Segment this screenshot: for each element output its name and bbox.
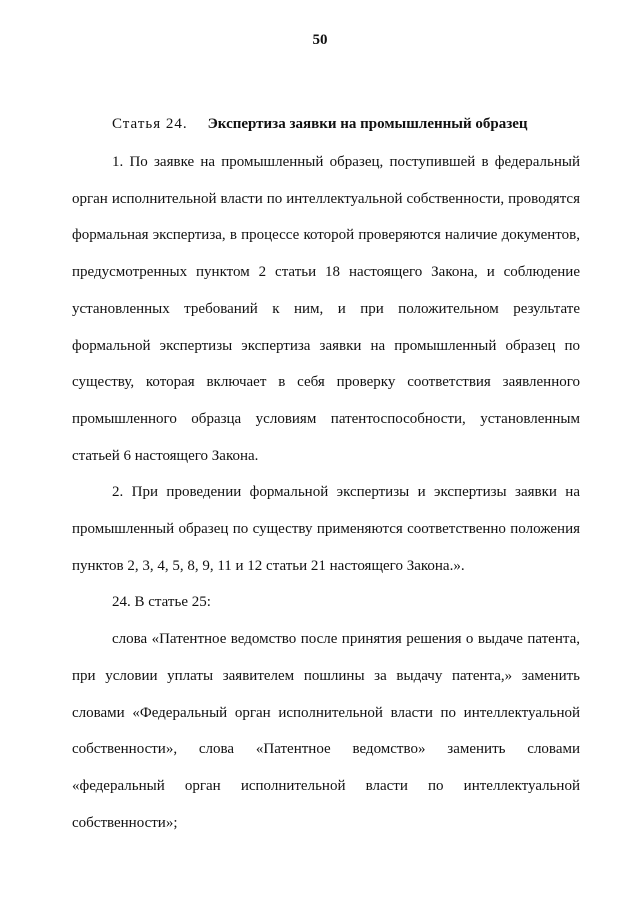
- paragraph-item-2: 2. При проведении формальной экспертизы и экспертизы заявки на промышленный образец по существу применяются соответственно положения пунктов 2, 3, 4, 5, 8, 9, 11 и 12 статьи 21 настоящего Закона.».: [72, 484, 580, 574]
- article-title: Экспертиза заявки на промышленный образец: [207, 116, 528, 132]
- article-heading: [112, 114, 582, 134]
- paragraph-amendment-24: 24. В статье 25:: [112, 594, 211, 611]
- paragraph-replace-words: слова «Патентное ведомство после принятия решения о выдаче патента, при условии уплаты заявителем пошлины за выдачу патента,» заменить словами «Федеральный орган исполнительной власти по интеллектуальной собственности», слова «Патентное ведомство» заменить словами «федеральный орган исполнительной власти по интеллектуальной собственности»;: [72, 631, 580, 831]
- page-number: 50: [312, 32, 328, 48]
- paragraph-item-1: 1. По заявке на промышленный образец, поступившей в федеральный орган исполнительной власти по интеллектуальной собственности, проводятся формальная экспертиза, в процессе которой проверяются наличие документов, предусмотренных пунктом 2 статьи 18 настоящего Закона, и соблюдение установленных требований к ним, и при положительном результате формальной экспертизы экспертиза заявки на промышленный образец по существу, которая включает в себя проверку соответствия заявленного промышленного образца условиям патентоспособности, установленным статьей 6 настоящего Закона.: [72, 154, 580, 464]
- body-text: [72, 144, 580, 841]
- article-label: Статья 24.: [112, 116, 188, 132]
